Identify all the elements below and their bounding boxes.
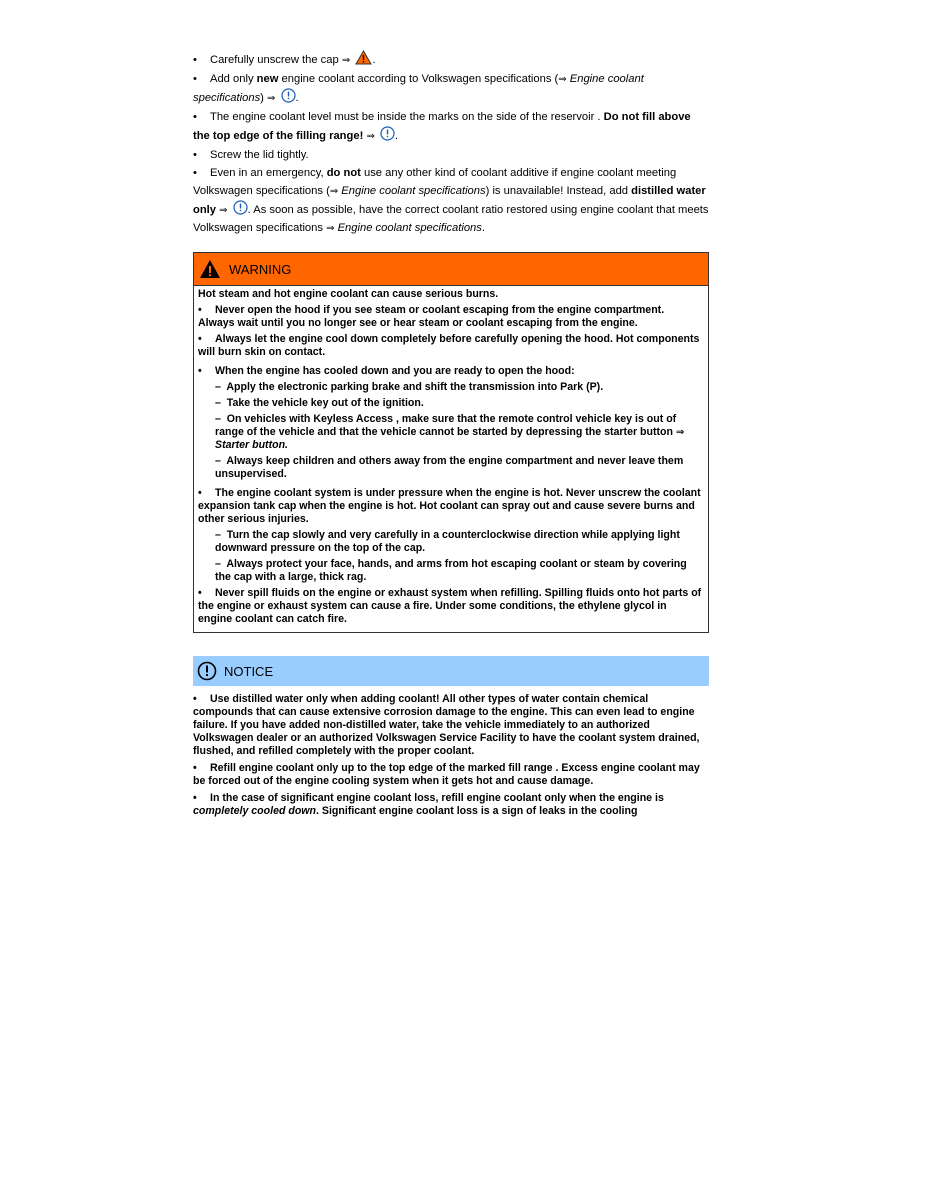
sub-item: – Take the vehicle key out of the ignition. bbox=[215, 397, 424, 409]
warning-header bbox=[194, 253, 708, 286]
warning-box bbox=[193, 252, 709, 633]
list-item: • Even in an emergency, do not use any other kind of coolant additive if engine coolant meeting Volkswagen specifications (⇒ Engine coolant specifications) is unavailable! Instead, add distilled water only ⇒ . As soon as possible, have the correct coolant ratio restored using engine coolant that meets Volkswagen specifications ⇒ Engine coolant specifications. bbox=[193, 167, 709, 234]
sub-item: – Turn the cap slowly and very carefully in a counterclockwise direction while applying light downward pressure on the top of the cap. bbox=[215, 529, 680, 554]
list-item: • Always let the engine cool down completely before carefully opening the hood. Hot components will burn skin on contact. bbox=[198, 333, 700, 358]
warning-title: WARNING bbox=[229, 261, 292, 277]
ref-link[interactable]: Engine coolant specifications bbox=[334, 221, 482, 234]
warning-body bbox=[194, 286, 708, 632]
ref-link[interactable]: Engine coolant specifications bbox=[193, 72, 644, 104]
notice-circle-icon bbox=[197, 661, 217, 681]
ref-link[interactable]: Starter button. bbox=[215, 439, 288, 451]
list-item: • Never open the hood if you see steam or coolant escaping from the engine compartment. Always wait until you no longer see or hear steam or coolant escaping from the engine. bbox=[198, 304, 665, 329]
list-item: • Refill engine coolant only up to the top edge of the marked fill range . Excess engine coolant may be forced out of the engine cooling system when it gets hot and cause damage. bbox=[193, 762, 700, 787]
list-item: • The engine coolant system is under pressure when the engine is hot. Never unscrew the coolant expansion tank cap when the engine is hot. Hot coolant can spray out and cause severe burns and other serious injuries. bbox=[198, 487, 701, 525]
list-item: • Add only new engine coolant according to Volkswagen specifications (⇒ Engine coolant specifications) ⇒ . bbox=[193, 72, 644, 104]
warning-triangle-icon bbox=[199, 259, 221, 279]
notice-circle-icon[interactable] bbox=[233, 200, 248, 215]
arrow-ref[interactable]: ⇒ bbox=[341, 55, 351, 66]
list-item: • Never spill fluids on the engine or exhaust system when refilling. Spilling fluids onto hot parts of the engine or exhaust system can cause a fire. Under some conditions, the ethylene glycol in engine coolant can catch fire. bbox=[198, 587, 702, 625]
notice-title: NOTICE bbox=[224, 663, 274, 679]
notice-header bbox=[193, 656, 709, 686]
list-item: • The engine coolant level must be inside the marks on the side of the reservoir . Do not fill above the top edge of the filling range! ⇒ . bbox=[193, 110, 691, 142]
page-content bbox=[193, 50, 709, 822]
notice-circle-icon[interactable] bbox=[281, 88, 296, 103]
notice-circle-icon[interactable] bbox=[380, 126, 395, 141]
notice-body bbox=[193, 693, 709, 818]
list-item: • Use distilled water only when adding coolant! All other types of water contain chemical compounds that can cause extensive corrosion damage to the engine. This can even lead to engine failure. If you have added non-distilled water, take the vehicle immediately to an authorized Volkswagen dealer or an authorized Volkswagen Service Facility to have the coolant system drained, flushed, and refilled completely with the proper coolant. bbox=[193, 693, 700, 757]
sub-item: – Always keep children and others away from the engine compartment and never leave them unsupervised. bbox=[215, 455, 684, 480]
sub-item: – Apply the electronic parking brake and shift the transmission into Park (P). bbox=[215, 381, 604, 393]
sub-item: – Always protect your face, hands, and arms from hot escaping coolant or steam by covering the cap with a large, thick rag. bbox=[215, 558, 687, 583]
ref-link[interactable]: Engine coolant specifications bbox=[338, 184, 486, 197]
list-item: • In the case of significant engine coolant loss, refill engine coolant only when the engine is completely cooled down. Significant engine coolant loss is a sign of leaks in the cooling bbox=[193, 792, 664, 817]
instruction-list bbox=[193, 50, 709, 237]
list-item: • Carefully unscrew the cap ⇒ . bbox=[193, 50, 709, 70]
list-item: • Screw the lid tightly. bbox=[193, 148, 309, 161]
list-item: • When the engine has cooled down and you are ready to open the hood: bbox=[198, 365, 575, 377]
warning-triangle-icon[interactable] bbox=[355, 50, 372, 65]
sub-item: – On vehicles with Keyless Access , make sure that the remote control vehicle key is out of range of the vehicle and that the vehicle cannot be started by depressing the starter button ⇒ Starter button. bbox=[215, 413, 685, 451]
warning-intro: Hot steam and hot engine coolant can cause serious burns. bbox=[198, 288, 499, 300]
